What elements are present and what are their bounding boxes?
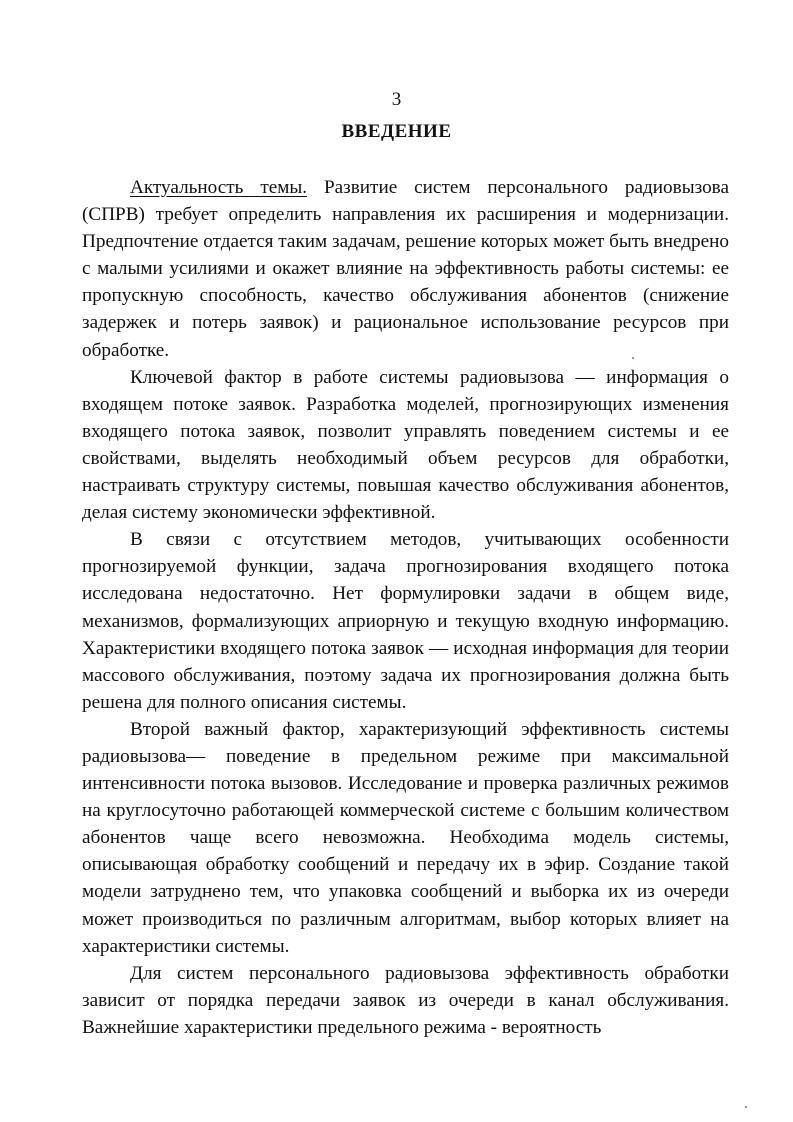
paragraph-1-text: Развитие систем персонального радиовызова (СПРВ) требует определить направления их расширения и модернизации. Предпочтение отдается таким задачам, решение которых может быть внедрено с малыми усилиями и окажет влияние на эффективность работы системы: ее пропускную способность, качество обслуживания абонентов (снижение задержек и потерь заявок) и рациональное использование ресурсов при обработке.	[82, 177, 729, 361]
scan-speck	[745, 1106, 747, 1108]
body-text	[82, 174, 729, 1041]
paragraph-3: В связи с отсутствием методов, учитывающих особенности прогнозируемой функции, задача прогнозирования входящего потока исследована недостаточно. Нет формулировки задачи в общем виде, механизмов, формализующих априорную и текущую входную информацию. Характеристики входящего потока заявок — исходная информация для теории массового обслуживания, поэтому задача их прогнозирования должна быть решена для полного описания системы.	[82, 529, 729, 713]
paragraph-4: Второй важный фактор, характеризующий эффективность системы радиовызова— поведение в предельном режиме при максимальной интенсивности потока вызовов. Исследование и проверка различных режимов на круглосуточно работающей коммерческой системе с большим количеством абонентов чаще всего невозможна. Необходима модель системы, описывающая обработку сообщений и передачу их в эфир. Создание такой модели затруднено тем, что упаковка сообщений и выборка их из очереди может производиться по различным алгоритмам, выбор которых влияет на характеристики системы.	[82, 718, 729, 957]
page-title: ВВЕДЕНИЕ	[341, 121, 452, 142]
paragraph-1	[82, 174, 729, 364]
page-number: 3	[391, 89, 402, 110]
paragraph-5: Для систем персонального радиовызова эффективность обработки зависит от порядка передачи заявок из очереди в канал обслуживания. Важнейшие характеристики предельного режима - вероятность	[82, 962, 729, 1038]
paragraph-2: Ключевой фактор в работе системы радиовызова — информация о входящем потоке заявок. Разработка моделей, прогнозирующих изменения входящего потока заявок, позволит управлять поведением системы и ее свойствами, выделять необходимый объем ресурсов для обработки, настраивать структуру системы, повышая качество обслуживания абонентов, делая систему экономически эффективной.	[82, 366, 729, 524]
scan-speck	[632, 357, 634, 359]
section-lead: Актуальность темы.	[130, 177, 308, 198]
